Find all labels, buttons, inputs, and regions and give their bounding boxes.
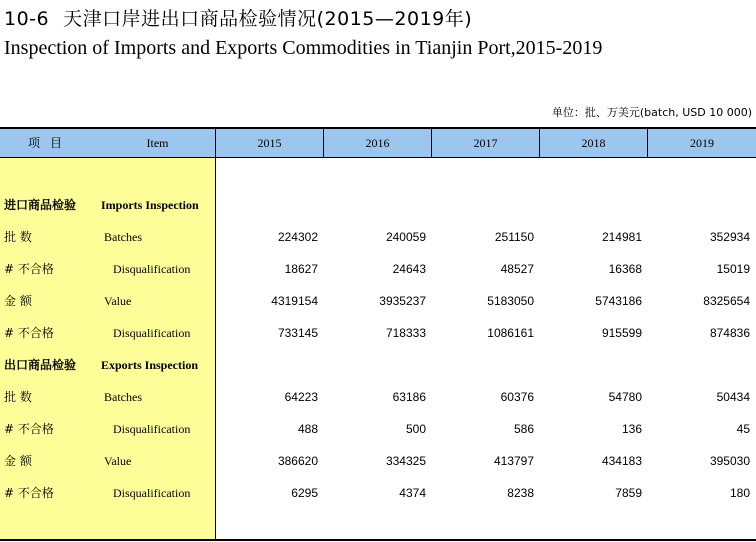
value-cell: 874836	[709, 326, 750, 340]
value-cell: 251150	[494, 230, 534, 244]
value-cell: 413797	[493, 454, 534, 468]
value-cell: 60376	[500, 390, 534, 404]
section-row	[0, 189, 756, 221]
table-row	[0, 477, 756, 509]
unit-note: 单位：批、万美元(batch, USD 10 000)	[551, 106, 752, 119]
row-label-en: Imports Inspection	[101, 198, 199, 212]
value-cell: 8238	[507, 486, 534, 500]
table-row	[0, 381, 756, 413]
row-label-en: Disqualification	[113, 422, 191, 436]
table-row	[0, 285, 756, 317]
row-label-en: Disqualification	[113, 262, 191, 276]
row-label-cn: 金 额	[4, 454, 32, 468]
row-label-cn: # 不合格	[4, 262, 54, 276]
header-year: 2017	[431, 129, 539, 157]
header-item-en: Item	[146, 136, 169, 150]
value-cell: 386620	[277, 454, 318, 468]
header-item-cn: 项目	[27, 136, 72, 150]
value-cell: 334325	[385, 454, 426, 468]
value-cell: 4319154	[271, 294, 318, 308]
value-cell: 24643	[392, 262, 426, 276]
value-cell: 18627	[284, 262, 318, 276]
value-cell: 5743186	[595, 294, 642, 308]
value-cell: 7859	[615, 486, 642, 500]
header-year: 2015	[215, 129, 323, 157]
value-cell: 488	[297, 422, 318, 436]
value-cell: 16368	[608, 262, 642, 276]
value-cell: 8325654	[703, 294, 750, 308]
header-year: 2016	[323, 129, 431, 157]
value-cell: 50434	[716, 390, 750, 404]
table-top-rule	[0, 127, 756, 129]
data-table	[0, 127, 756, 542]
value-cell: 352934	[709, 230, 750, 244]
table-row	[0, 221, 756, 253]
value-cell: 1086161	[487, 326, 534, 340]
table-header	[0, 129, 756, 158]
value-cell: 733145	[277, 326, 318, 340]
value-cell: 240059	[385, 230, 426, 244]
table-number: 10-6	[4, 8, 50, 30]
value-cell: 48527	[500, 262, 534, 276]
row-label-en: Disqualification	[113, 326, 191, 340]
value-cell: 586	[513, 422, 534, 436]
value-cell: 214981	[601, 230, 642, 244]
table-title-cn-text: 天津口岸进出口商品检验情况(2015—2019年)	[63, 8, 473, 30]
row-label-en: Value	[104, 294, 132, 308]
value-cell: 6295	[291, 486, 318, 500]
table-title-en: Inspection of Imports and Exports Commodities in Tianjin Port,2015-2019	[4, 37, 603, 59]
value-cell: 5183050	[487, 294, 534, 308]
row-label-cn: # 不合格	[4, 422, 54, 436]
value-cell: 15019	[716, 262, 750, 276]
row-label-en: Exports Inspection	[101, 358, 199, 372]
value-cell: 915599	[601, 326, 642, 340]
value-cell: 3935237	[379, 294, 426, 308]
table-row	[0, 413, 756, 445]
row-label-cn: 金 额	[4, 294, 32, 308]
table-row	[0, 445, 756, 477]
value-cell: 54780	[608, 390, 642, 404]
value-cell: 180	[729, 486, 750, 500]
value-cell: 500	[405, 422, 426, 436]
value-cell: 434183	[601, 454, 642, 468]
header-year: 2018	[539, 129, 647, 157]
row-label-cn: # 不合格	[4, 486, 54, 500]
value-cell: 224302	[277, 230, 318, 244]
header-year: 2019	[647, 129, 756, 157]
row-label-en: Batches	[104, 230, 142, 244]
row-label-en: Batches	[104, 390, 142, 404]
table-row	[0, 253, 756, 285]
row-label-en: Value	[104, 454, 132, 468]
value-cell: 45	[736, 422, 750, 436]
value-cell: 395030	[709, 454, 750, 468]
table-title-cn	[4, 4, 472, 31]
value-cell: 4374	[399, 486, 426, 500]
row-label-en: Disqualification	[113, 486, 191, 500]
value-cell: 136	[621, 422, 642, 436]
row-label-cn: # 不合格	[4, 326, 54, 340]
value-cell: 64223	[284, 390, 318, 404]
table-bottom-rule	[0, 539, 756, 541]
row-label-cn: 批 数	[4, 230, 32, 244]
row-label-cn: 批 数	[4, 390, 32, 404]
section-row	[0, 349, 756, 381]
row-label-cn: 出口商品检验	[4, 358, 77, 372]
row-label-cn: 进口商品检验	[4, 198, 77, 212]
value-cell: 63186	[392, 390, 426, 404]
value-cell: 718333	[385, 326, 426, 340]
table-row	[0, 317, 756, 349]
